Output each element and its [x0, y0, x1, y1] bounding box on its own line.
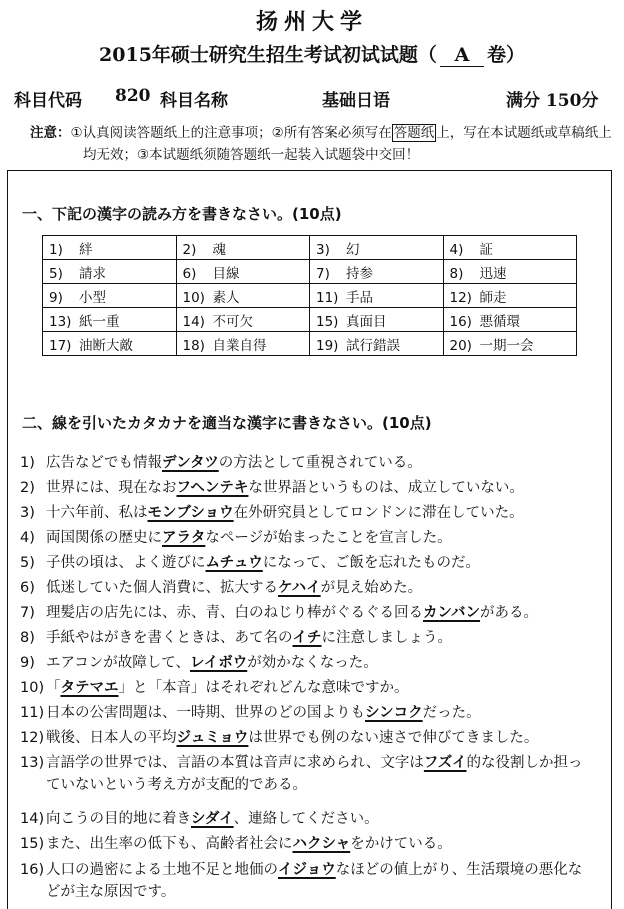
- kanji-cell: [443, 332, 577, 356]
- question-text: な世界語というものは、成立していない。: [248, 480, 524, 496]
- answer-sheet-boxed: 答题纸: [393, 125, 435, 141]
- kanji-number: 20): [449, 337, 472, 354]
- question-text: 広告などでも情報: [46, 455, 162, 471]
- kanji-number: 15): [316, 313, 339, 330]
- kanji-reading-table: [42, 235, 577, 356]
- kanji-cell: [310, 260, 444, 284]
- katakana-target: イチ: [292, 630, 322, 646]
- question-text: 人口の過密による土地不足と地価の: [46, 862, 278, 878]
- kanji-number: 16): [449, 313, 472, 330]
- kanji-cell: [43, 284, 177, 308]
- kanji-number: 17): [49, 337, 72, 354]
- kanji-number: 3): [316, 241, 330, 258]
- kanji-number: 1): [49, 241, 63, 258]
- question-number: 10): [20, 680, 45, 696]
- subject-code: 820: [115, 86, 151, 106]
- question-number: 13): [20, 755, 45, 771]
- kanji-number: 14): [182, 313, 205, 330]
- kanji-word: 試行錯誤: [346, 337, 400, 354]
- katakana-target: モンブショウ: [147, 505, 234, 521]
- exam-title-suffix: 卷）: [486, 44, 525, 66]
- kanji-number: 12): [449, 289, 472, 306]
- kanji-word: 師走: [479, 289, 507, 306]
- question-text: 、連絡してください。: [233, 811, 379, 827]
- kanji-word: 不可欠: [212, 313, 253, 330]
- kanji-cell: [43, 332, 177, 356]
- kanji-cell: [176, 284, 310, 308]
- question-number: 15): [20, 836, 45, 852]
- question-number: 12): [20, 730, 45, 746]
- katakana-target: ムチュウ: [205, 555, 263, 571]
- kanji-cell: [310, 308, 444, 332]
- kanji-number: 4): [449, 241, 464, 258]
- question-text: 世界には、現在なお: [46, 480, 177, 496]
- katakana-target: ハクシャ: [292, 836, 351, 852]
- question-text: 戦後、日本人の平均: [46, 730, 177, 746]
- question-item: [20, 702, 615, 724]
- question-continuation: どが主な原因です。: [46, 884, 176, 900]
- question-number: 4): [20, 530, 35, 546]
- kanji-word: 目線: [212, 265, 240, 282]
- question-number: 5): [20, 555, 35, 571]
- question-item: [20, 752, 615, 796]
- section-1-heading: 一、下記の漢字の読み方を書きなさい。(10点): [22, 205, 342, 223]
- question-item: [20, 652, 615, 674]
- katakana-target: シンコク: [365, 705, 423, 721]
- katakana-target: ケハイ: [278, 580, 321, 596]
- kanji-cell: [310, 332, 444, 356]
- question-text: が効かなくなった。: [247, 655, 378, 671]
- notice-label: 注意：: [30, 125, 71, 141]
- section-2-heading: 二、線を引いたカタカナを適当な漢字に書きなさい。(10点): [22, 414, 432, 432]
- exam-title: [0, 40, 624, 67]
- question-item: [20, 502, 615, 524]
- question-item: [20, 552, 615, 574]
- question-item: [20, 577, 615, 599]
- kanji-cell: [43, 308, 177, 332]
- question-text: 十六年前、私は: [46, 505, 148, 521]
- question-number: 9): [20, 655, 35, 671]
- kanji-cell: [43, 260, 177, 284]
- kanji-number: 18): [182, 337, 205, 354]
- katakana-target: イジョウ: [278, 862, 336, 878]
- kanji-cell: [176, 236, 310, 260]
- kanji-number: 5): [49, 265, 63, 282]
- katakana-target: カンバン: [423, 605, 480, 621]
- kanji-row: [43, 308, 577, 332]
- kanji-cell: [176, 260, 310, 284]
- question-text: をかけている。: [350, 836, 452, 852]
- kanji-cell: [176, 332, 310, 356]
- question-number: 8): [20, 630, 35, 646]
- university-name: 扬州大学: [255, 9, 368, 35]
- kanji-word: 素人: [212, 289, 240, 306]
- kanji-number: 19): [316, 337, 339, 354]
- question-item: [20, 527, 615, 549]
- kanji-number: 2): [182, 241, 197, 258]
- question-number: 11): [20, 705, 45, 721]
- kanji-cell: [443, 308, 577, 332]
- question-text: 手紙やはがきを書くときは、あて名の: [46, 630, 293, 646]
- question-text: 低迷していた個人消費に、拡大する: [46, 580, 278, 596]
- kanji-word: 真面目: [346, 313, 387, 330]
- question-text: 「: [46, 680, 61, 696]
- question-text: に注意しましょう。: [321, 630, 452, 646]
- question-text: 的な役割しか担っ: [466, 755, 583, 771]
- kanji-word: 迅速: [479, 265, 507, 282]
- subject-code-label: 科目代码: [14, 91, 82, 111]
- question-number: 1): [20, 455, 35, 471]
- kanji-number: 7): [316, 265, 330, 282]
- question-text: がある。: [480, 605, 538, 621]
- kanji-cell: [43, 236, 177, 260]
- question-text: 在外研究員としてロンドンに滞在していた。: [233, 505, 524, 521]
- kanji-word: 手品: [346, 289, 373, 306]
- kanji-word: 証: [479, 241, 493, 258]
- paper-code: A: [440, 44, 484, 67]
- question-item: [20, 808, 615, 830]
- notice-text-b: 上，写在本试题纸或草稿纸上: [436, 125, 612, 141]
- question-number: 16): [20, 862, 45, 878]
- katakana-target: シダイ: [191, 811, 234, 827]
- katakana-target: フヘンテキ: [176, 480, 249, 496]
- kanji-row: [43, 236, 577, 260]
- full-score: 满分 150分: [506, 91, 599, 111]
- notice-line-2: 均无效；③本试题纸须随答题纸一起装入试题袋中交回！: [83, 147, 420, 163]
- kanji-number: 8): [449, 265, 464, 282]
- kanji-word: 油断大敵: [79, 337, 133, 354]
- katakana-target: フズイ: [423, 755, 467, 771]
- question-item: [20, 627, 615, 649]
- kanji-word: 魂: [212, 241, 226, 258]
- question-text: は世界でも例のない速さで伸びてきました。: [248, 730, 539, 746]
- kanji-number: 6): [182, 265, 197, 282]
- question-item: [20, 477, 615, 499]
- katakana-target: タテマエ: [60, 680, 119, 696]
- kanji-number: 13): [49, 313, 72, 330]
- kanji-word: 幻: [346, 241, 360, 258]
- kanji-row: [43, 260, 577, 284]
- question-item: [20, 677, 615, 699]
- kanji-number: 10): [182, 289, 205, 306]
- subject-name: 基础日语: [322, 91, 390, 111]
- question-text: だった。: [422, 705, 481, 721]
- question-text: の方法として重視されている。: [218, 455, 422, 471]
- question-text: 」と「本音」はそれぞれどんな意味ですか。: [118, 680, 409, 696]
- question-text: 子供の頃は、よく遊びに: [46, 555, 206, 571]
- question-text: 言語学の世界では、言語の本質は音声に求められ、文字は: [46, 755, 424, 771]
- question-text: エアコンが故障して、: [46, 655, 190, 671]
- kanji-word: 請求: [79, 265, 106, 282]
- katakana-target: レイボウ: [189, 655, 248, 671]
- kanji-cell: [443, 236, 577, 260]
- kanji-number: 11): [316, 289, 339, 306]
- question-item: [20, 859, 615, 903]
- kanji-word: 小型: [79, 289, 106, 306]
- question-item: [20, 833, 615, 855]
- kanji-number: 9): [49, 289, 63, 306]
- notice-text-a: ①认真阅读答题纸上的注意事项；②所有答案必须写在: [70, 125, 392, 141]
- question-text: 両国関係の歴史に: [46, 530, 162, 546]
- question-item: [20, 727, 615, 749]
- question-text: が見え始めた。: [320, 580, 423, 596]
- question-number: 7): [20, 605, 35, 621]
- question-number: 14): [20, 811, 45, 827]
- question-text: になって、ご飯を忘れたものだ。: [262, 555, 480, 571]
- kanji-word: 持参: [346, 265, 373, 282]
- kanji-row: [43, 332, 577, 356]
- katakana-target: アラタ: [162, 530, 206, 546]
- kanji-row: [43, 284, 577, 308]
- question-text: 理髪店の店先には、赤、青、白のねじり棒がぐるぐる回る: [46, 605, 423, 621]
- kanji-cell: [310, 284, 444, 308]
- kanji-word: 紙一重: [79, 313, 120, 330]
- kanji-cell: [443, 284, 577, 308]
- question-text: また、出生率の低下も、高齢者社会に: [46, 836, 293, 852]
- notice-line-1: [30, 122, 615, 144]
- kanji-word: 自業自得: [212, 337, 267, 354]
- kanji-cell: [176, 308, 310, 332]
- question-item: [20, 602, 615, 624]
- question-text: 日本の公害問題は、一時期、世界のどの国よりも: [46, 705, 365, 721]
- question-text: 向こうの目的地に着き: [46, 811, 191, 827]
- question-continuation: ていないという考え方が支配的である。: [46, 777, 307, 793]
- kanji-cell: [443, 260, 577, 284]
- katakana-target: デンタツ: [162, 455, 219, 471]
- kanji-word: 一期一会: [479, 337, 534, 354]
- question-item: [20, 452, 615, 474]
- question-number: 6): [20, 580, 35, 596]
- question-text: なほどの値上がり、生活環境の悪化な: [335, 862, 583, 878]
- exam-title-prefix: 2015年硕士研究生招生考试初试试题（: [99, 44, 437, 66]
- notice: [30, 122, 615, 166]
- kanji-word: 悪循環: [479, 313, 520, 330]
- katakana-target: ジュミョウ: [176, 730, 249, 746]
- subject-name-label: 科目名称: [160, 91, 228, 111]
- question-number: 3): [20, 505, 35, 521]
- kanji-word: 絆: [79, 241, 93, 258]
- question-number: 2): [20, 480, 35, 496]
- kanji-cell: [310, 236, 444, 260]
- question-text: なページが始まったことを宣言した。: [205, 530, 452, 546]
